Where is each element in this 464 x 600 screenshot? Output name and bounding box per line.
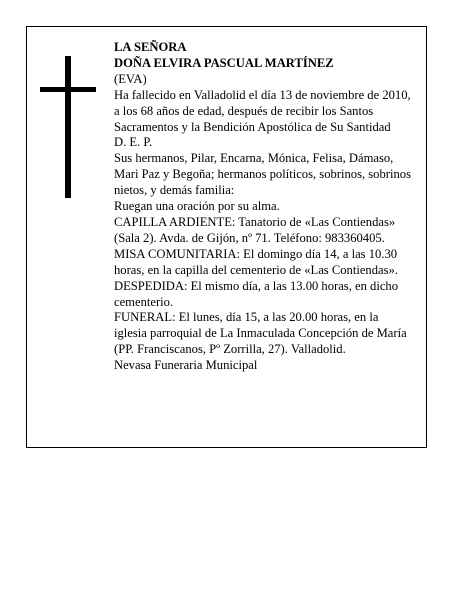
cross-icon bbox=[40, 56, 96, 198]
despedida: DESPEDIDA: El mismo día, a las 13.00 horas, en dicho cementerio. bbox=[114, 278, 399, 309]
dep-line: D. E. P. bbox=[114, 135, 153, 150]
deceased-nickname: (EVA) bbox=[114, 71, 147, 86]
deceased-name: DOÑA ELVIRA PASCUAL MARTÍNEZ bbox=[114, 55, 334, 70]
family-list: Sus hermanos, Pilar, Encarna, Mónica, Felisa, Dámaso, Mari Paz y Begoña; hermanos políticos, sobrinos, sobrinos nietos, y demás familia: bbox=[114, 151, 411, 198]
cross-vertical-bar bbox=[65, 56, 71, 198]
title-line-1: LA SEÑORA bbox=[114, 40, 187, 54]
prayer-request: Ruegan una oración por su alma. bbox=[114, 199, 280, 214]
obituary-text bbox=[114, 40, 414, 374]
capilla-ardiente: CAPILLA ARDIENTE: Tanatorio de «Las Contiendas» (Sala 2). Avda. de Gijón, nº 71. Teléfono: 983360405. bbox=[114, 214, 396, 245]
funeral: FUNERAL: El lunes, día 15, a las 20.00 horas, en la iglesia parroquial de La Inmaculada Concepción de María (PP. Franciscanos, Pº Zorrilla, 27). Valladolid. bbox=[114, 310, 407, 357]
death-announcement: Ha fallecido en Valladolid el día 13 de noviembre de 2010, a los 68 años de edad, después de recibir los Santos Sacramentos y la Bendición Apostólica de Su Santidad bbox=[114, 87, 411, 134]
cross-horizontal-bar bbox=[40, 87, 96, 92]
misa-comunitaria: MISA COMUNITARIA: El domingo día 14, a las 10.30 horas, en la capilla del cementerio de «Las Contiendas». bbox=[114, 246, 398, 277]
funeral-home: Nevasa Funeraria Municipal bbox=[114, 358, 258, 373]
